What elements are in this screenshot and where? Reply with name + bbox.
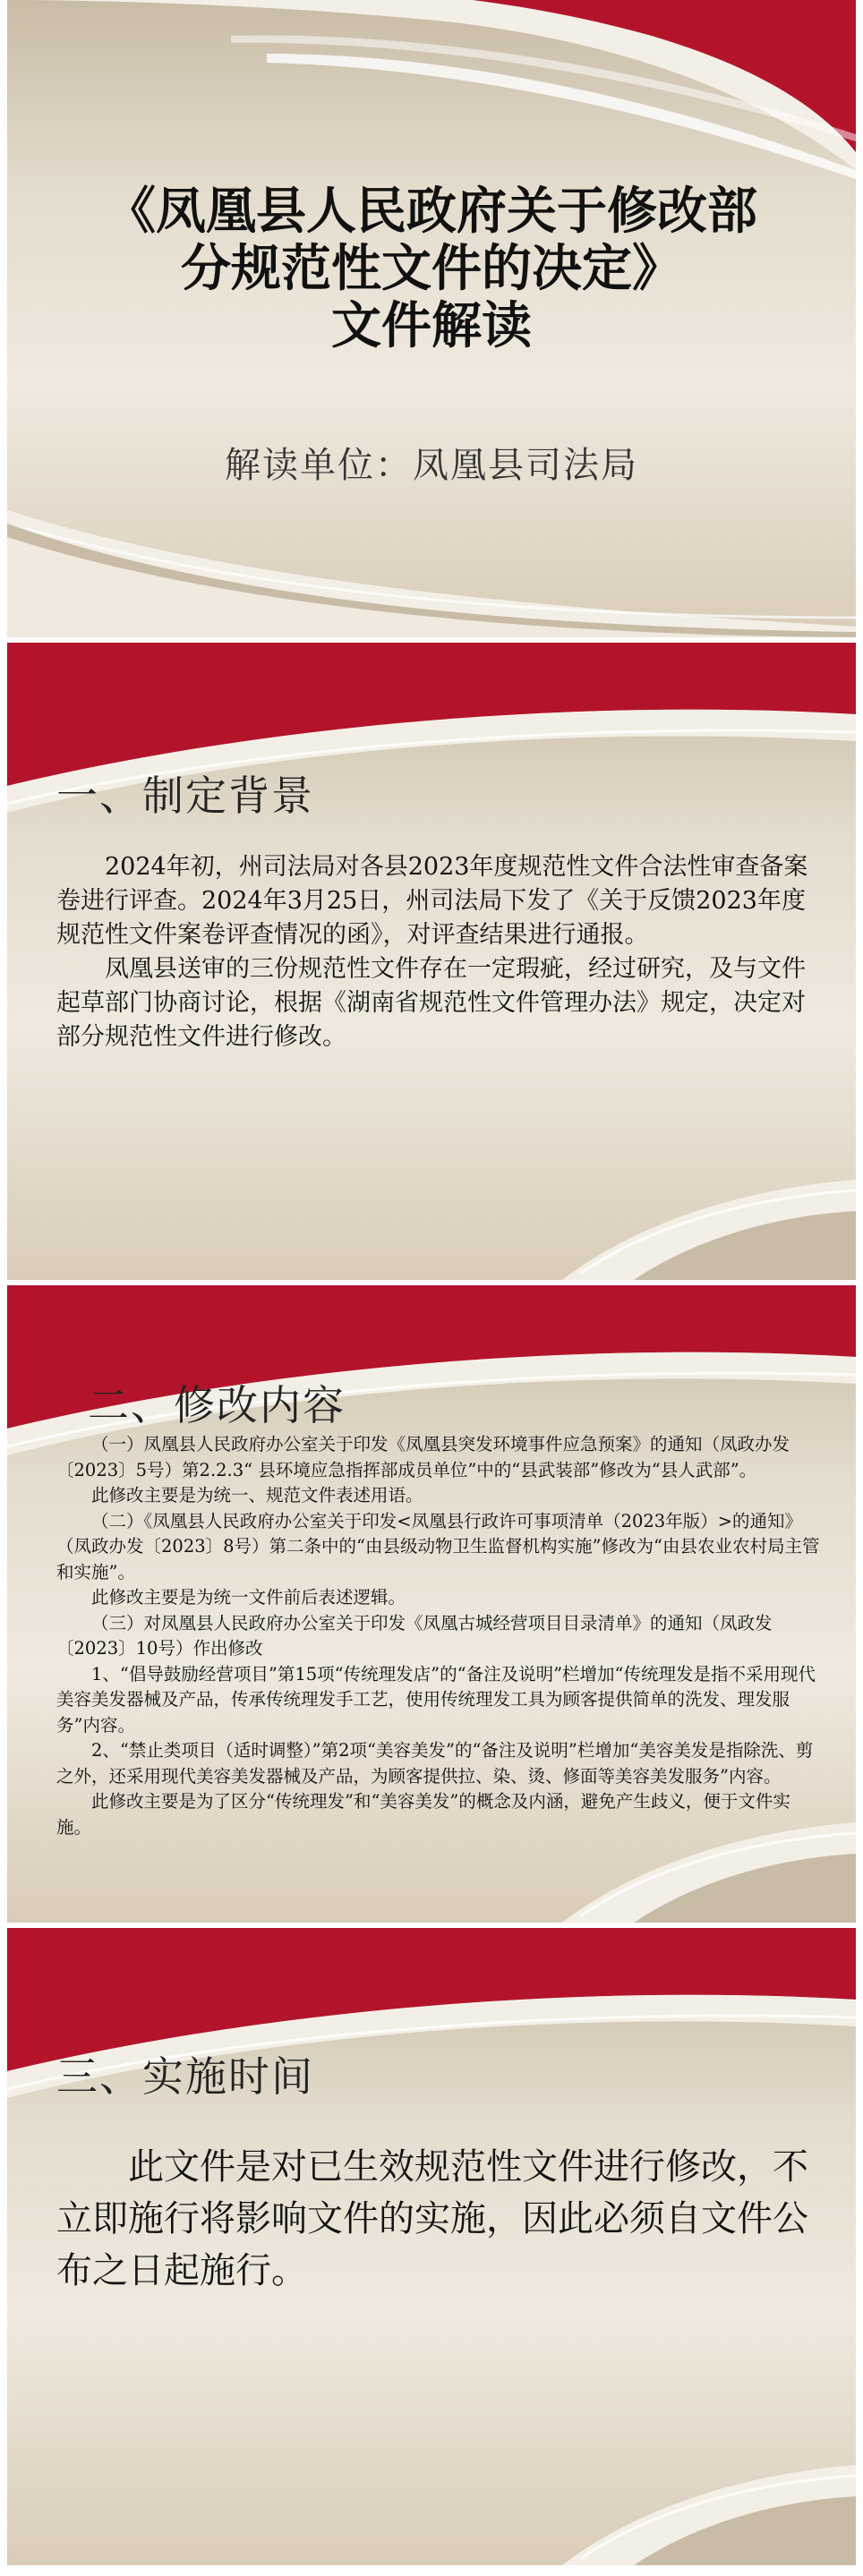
modification-paragraph: 1、“倡导鼓励经营项目”第15项“传统理发店”的“备注及说明”栏增加“传统理发是指不采用现代美容美发器械及产品，传承传统理发手工艺，使用传统理发工具为顾客提供简单的洗发、理发服务”内容。 bbox=[56, 1663, 816, 1736]
modification-paragraph: （三）对凤凰县人民政府办公室关于印发《凤凰古城经营项目目录清单》的通知（凤政发〔2023〕10号）作出修改 bbox=[56, 1612, 773, 1659]
background-slide bbox=[7, 643, 856, 1280]
section-heading-modifications: 二、修改内容 bbox=[88, 1381, 346, 1429]
background-paragraph: 凤凰县送审的三份规范性文件存在一定瑕疵，经过研究，及与文件起草部门协商讨论，根据《湖南省规范性文件管理办法》规定，决定对部分规范性文件进行修改。 bbox=[56, 955, 806, 1051]
section-heading-background: 一、制定背景 bbox=[56, 772, 314, 820]
title-line-2: 分规范性文件的决定》 bbox=[181, 240, 682, 298]
implementation-text bbox=[56, 2141, 826, 2297]
implementation-paragraph: 此文件是对已生效规范性文件进行修改，不立即施行将影响文件的实施，因此必须自文件公布之日起施行。 bbox=[56, 2146, 808, 2291]
cover-slide bbox=[7, 0, 856, 637]
implementation-slide bbox=[7, 1928, 856, 2565]
document-title bbox=[7, 183, 856, 355]
modification-paragraph: 此修改主要是为统一、规范文件表述用语。 bbox=[91, 1485, 423, 1506]
modification-paragraph: 2、“禁止类项目（适时调整）”第2项“美容美发”的“备注及说明”栏增加“美容美发是指除洗、剪之外，还采用现代美容美发器械及产品，为顾客提供拉、染、烫、修面等美容美发服务”内容。 bbox=[56, 1740, 814, 1787]
background-text bbox=[56, 850, 822, 1054]
section-heading-implementation: 三、实施时间 bbox=[56, 2052, 314, 2101]
modifications-text bbox=[56, 1432, 825, 1840]
modification-paragraph: 此修改主要是为统一文件前后表述逻辑。 bbox=[91, 1587, 406, 1608]
interpreting-unit: 解读单位：凤凰县司法局 bbox=[225, 445, 638, 486]
modifications-slide bbox=[7, 1285, 856, 1923]
modification-paragraph: （二）《凤凰县人民政府办公室关于印发<凤凰县行政许可事项清单（2023年版）>的通知》（凤政办发〔2023〕8号）第二条中的“由县级动物卫生监督机构实施”修改为“由县农业农村局主管和实施”。 bbox=[56, 1510, 820, 1582]
modification-paragraph: 此修改主要是为了区分“传统理发”和“美容美发”的概念及内涵，避免产生歧义，便于文件实施。 bbox=[56, 1791, 790, 1838]
title-line-1: 《凤凰县人民政府关于修改部 bbox=[106, 183, 757, 241]
background-paragraph: 2024年初，州司法局对各县2023年度规范性文件合法性审查备案卷进行评查。2024年3月25日，州司法局下发了《关于反馈2023年度规范性文件案卷评查情况的函》，对评查结果进行通报。 bbox=[56, 853, 808, 949]
modification-paragraph: （一）凤凰县人民政府办公室关于印发《凤凰县突发环境事件应急预案》的通知（凤政办发〔2023〕5号）第2.2.3“ 县环境应急指挥部成员单位”中的“县武装部”修改为“县人武部”。 bbox=[56, 1434, 790, 1480]
title-line-3: 文件解读 bbox=[331, 297, 532, 355]
